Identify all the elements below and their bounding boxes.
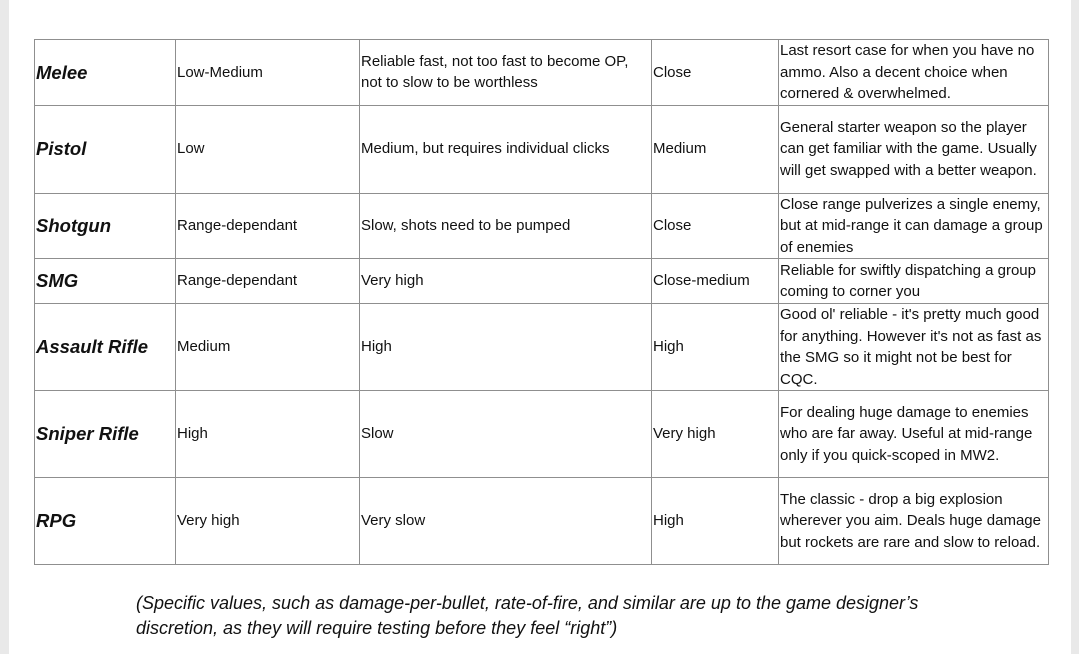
footnote: (Specific values, such as damage-per-bullet, rate-of-fire, and similar are up to the game designer’s discretion, as they will require testing before they feel “right”) xyxy=(136,593,919,638)
weapon-speed: Very slow xyxy=(360,478,652,565)
table-row xyxy=(35,105,1049,193)
weapon-notes: For dealing huge damage to enemies who are far away. Useful at mid-range only if you quick-scoped in MW2. xyxy=(779,391,1049,478)
document-page xyxy=(9,0,1071,654)
table-row xyxy=(35,259,1049,304)
table-row xyxy=(35,304,1049,391)
weapon-speed: Reliable fast, not too fast to become OP, not to slow to be worthless xyxy=(360,40,652,106)
weapon-notes: Good ol' reliable - it's pretty much good for anything. However it's not as fast as the SMG so it might not be best for CQC. xyxy=(779,304,1049,391)
weapon-damage: Range-dependant xyxy=(176,193,360,259)
weapon-name: Sniper Rifle xyxy=(35,391,176,478)
weapon-notes: The classic - drop a big explosion wherever you aim. Deals huge damage but rockets are rare and slow to reload. xyxy=(779,478,1049,565)
weapons-table xyxy=(34,39,1049,565)
weapon-damage: Low-Medium xyxy=(176,40,360,106)
weapon-damage: Very high xyxy=(176,478,360,565)
weapon-notes: General starter weapon so the player can get familiar with the game. Usually will get swapped with a better weapon. xyxy=(779,105,1049,193)
weapon-name: SMG xyxy=(35,259,176,304)
weapon-speed: Slow, shots need to be pumped xyxy=(360,193,652,259)
weapon-damage: Range-dependant xyxy=(176,259,360,304)
weapon-range: High xyxy=(652,478,779,565)
weapon-name: Shotgun xyxy=(35,193,176,259)
table-row xyxy=(35,40,1049,106)
weapon-notes: Last resort case for when you have no ammo. Also a decent choice when cornered & overwhelmed. xyxy=(779,40,1049,106)
weapon-speed: Very high xyxy=(360,259,652,304)
weapon-name: Assault Rifle xyxy=(35,304,176,391)
weapon-notes: Close range pulverizes a single enemy, but at mid-range it can damage a group of enemies xyxy=(779,193,1049,259)
weapon-name: Pistol xyxy=(35,105,176,193)
weapon-range: Very high xyxy=(652,391,779,478)
weapon-range: Close-medium xyxy=(652,259,779,304)
table-row xyxy=(35,193,1049,259)
weapon-damage: Medium xyxy=(176,304,360,391)
table-row xyxy=(35,478,1049,565)
weapon-damage: Low xyxy=(176,105,360,193)
weapon-range: Close xyxy=(652,193,779,259)
weapon-range: Close xyxy=(652,40,779,106)
weapon-speed: Medium, but requires individual clicks xyxy=(360,105,652,193)
weapon-name: Melee xyxy=(35,40,176,106)
weapon-range: Medium xyxy=(652,105,779,193)
weapon-damage: High xyxy=(176,391,360,478)
weapon-speed: Slow xyxy=(360,391,652,478)
weapon-speed: High xyxy=(360,304,652,391)
weapon-name: RPG xyxy=(35,478,176,565)
weapon-range: High xyxy=(652,304,779,391)
weapon-notes: Reliable for swiftly dispatching a group coming to corner you xyxy=(779,259,1049,304)
table-row xyxy=(35,391,1049,478)
